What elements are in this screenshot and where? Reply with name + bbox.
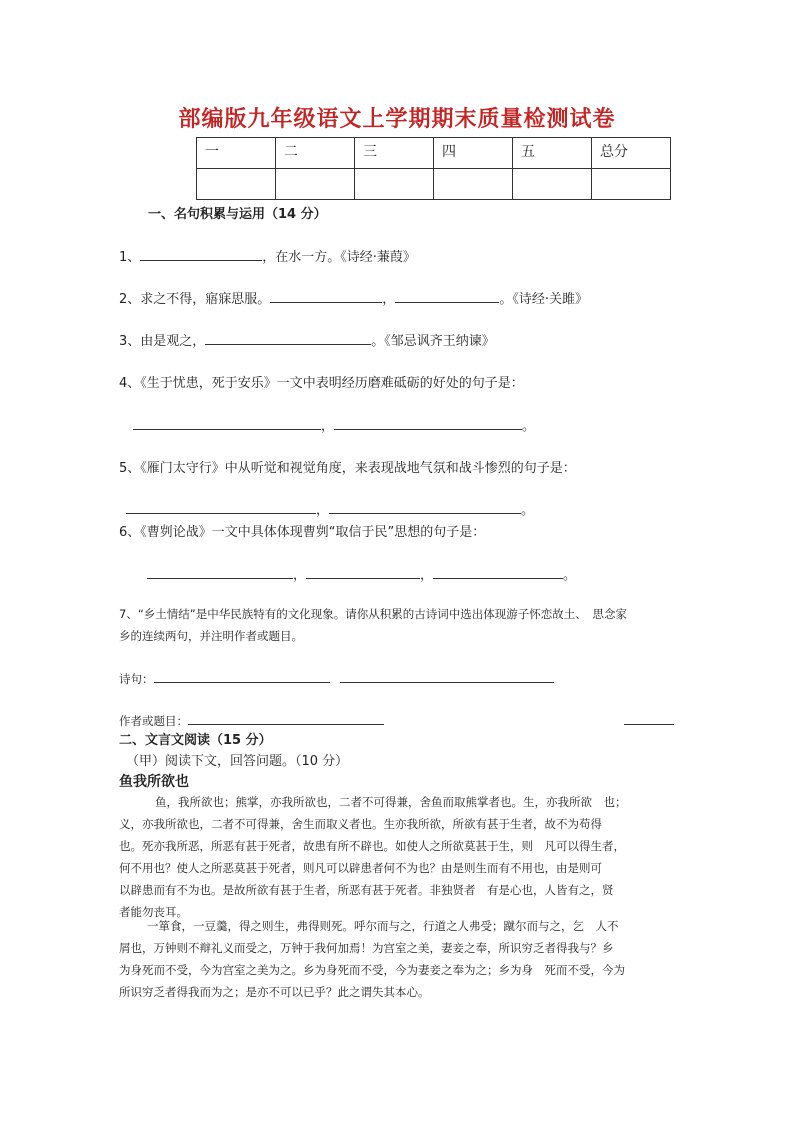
section2-heading: 二、文言文阅读（15 分） xyxy=(119,733,272,748)
passage-line: 鱼，我所欲也；熊掌，亦我所欲也，二者不可得兼，舍鱼而取熊掌者也。生，亦我所欲 也； xyxy=(155,795,627,809)
separator: ， xyxy=(420,568,434,583)
passage-line: 义，亦我所欲也，二者不可得兼，舍生而取义者也。生亦我所欲，所欲有甚于生者，故不为苟得 xyxy=(119,817,602,831)
passage-line: 一箪食，一豆羹，得之则生，弗得则死。呼尔而与之，行道之人弗受；蹴尔而与之，乞 人不 xyxy=(147,919,619,933)
answer-blank[interactable] xyxy=(334,415,522,430)
score-cell[interactable] xyxy=(513,169,592,200)
question-text: 《雁门太守行》中从听觉和视觉角度，来表现战地气氛和战斗惨烈的句子是： xyxy=(140,461,576,476)
answer-blank[interactable] xyxy=(340,668,554,683)
end-mark: 。 xyxy=(522,419,536,434)
question-2 xyxy=(119,288,588,307)
page-title: 部编版九年级语文上学期期末质量检测试卷 xyxy=(178,107,616,132)
author-label: 作者或题目： xyxy=(119,714,188,728)
answer-blank[interactable] xyxy=(306,564,420,579)
answer-blank[interactable] xyxy=(147,564,293,579)
question-number: 2、 xyxy=(119,292,141,307)
question-text: ，在水一方。《诗经·蒹葭》 xyxy=(262,250,416,265)
question-7-line-1: 7、“乡土情结”是中华民族特有的文化现象。请你从积累的古诗词中选出体现游子怀恋故土、 思念家 xyxy=(119,607,627,621)
separator: ， xyxy=(293,568,307,583)
separator: ， xyxy=(382,292,396,307)
part-a-instruction: （甲）阅读下文，回答问题。（10 分） xyxy=(126,754,349,769)
answer-blank[interactable] xyxy=(624,710,674,725)
answer-blank[interactable] xyxy=(140,246,262,261)
end-mark: 。 xyxy=(521,503,535,518)
score-table-blank-row xyxy=(197,169,671,200)
answer-blank[interactable] xyxy=(395,288,499,303)
question-number: 3、 xyxy=(119,334,141,349)
poem-label: 诗句： xyxy=(119,672,154,686)
question-text: 求之不得，寤寐思服。 xyxy=(140,292,271,307)
passage-line: 何不用也？使人之所恶莫甚于死者，则凡可以辟患者何不为也？由是则生而有不用也，由是则可 xyxy=(119,861,602,875)
end-mark: 。 xyxy=(563,568,577,583)
question-3 xyxy=(119,330,495,349)
score-table xyxy=(196,137,671,200)
score-cell[interactable] xyxy=(197,169,276,200)
question-text: 《曹刿论战》一文中具体体现曹刿“取信于民”思想的句子是： xyxy=(140,525,486,540)
question-6-answer xyxy=(147,564,576,583)
answer-blank[interactable] xyxy=(126,499,316,514)
passage-line: 者能勿丧耳。 xyxy=(119,905,188,919)
question-text: 。《诗经·关雎》 xyxy=(499,292,588,307)
question-text: 《生于忧患，死于安乐》一文中表明经历磨难砥砺的好处的句子是： xyxy=(140,376,524,391)
passage-line: 为身死而不受，今为宫室之美为之。乡为身死而不受，今为妻妾之奉为之；乡为身 死而不受，今为 xyxy=(119,963,625,977)
passage-line: 也。死亦我所恶，所恶有甚于死者，故患有所不辟也。如使人之所欲莫甚于生，则 凡可以得生者， xyxy=(119,839,625,853)
passage-paragraph-2 xyxy=(119,915,679,1003)
passage-paragraph-1 xyxy=(119,791,679,923)
author-answer-row xyxy=(119,710,384,729)
passage-title: 鱼我所欲也 xyxy=(119,774,189,790)
score-cell[interactable] xyxy=(434,169,513,200)
separator: ， xyxy=(316,503,330,518)
score-cell[interactable] xyxy=(592,169,671,200)
question-7-line-2: 乡的连续两句，并注明作者或题目。 xyxy=(119,629,303,643)
question-5 xyxy=(119,457,576,476)
question-4-answer xyxy=(133,415,535,434)
answer-blank[interactable] xyxy=(329,499,521,514)
poem-answer-row xyxy=(119,668,554,687)
question-text: 。《邹忌讽齐王纳谏》 xyxy=(371,334,495,349)
score-col-total: 总分 xyxy=(592,138,671,169)
answer-blank[interactable] xyxy=(270,288,382,303)
score-table-header-row xyxy=(197,138,671,169)
answer-blank[interactable] xyxy=(154,668,330,683)
question-number: 6、 xyxy=(119,525,141,540)
answer-blank[interactable] xyxy=(205,330,371,345)
separator: ， xyxy=(321,419,335,434)
passage-line: 以辟患而有不为也。是故所欲有甚于生者，所恶有甚于死者。非独贤者 有是心也，人皆有之，贤 xyxy=(119,883,614,897)
author-answer-tail xyxy=(624,710,674,729)
question-5-answer xyxy=(126,499,534,518)
answer-blank[interactable] xyxy=(433,564,563,579)
question-text: 由是观之， xyxy=(140,334,206,349)
score-col-2: 二 xyxy=(276,138,355,169)
question-number: 5、 xyxy=(119,461,141,476)
answer-blank[interactable] xyxy=(133,415,321,430)
passage-line: 屑也，万钟则不辩礼义而受之，万钟于我何加焉！为宫室之美，妻妾之奉，所识穷乏者得我与？乡 xyxy=(119,941,614,955)
question-1 xyxy=(119,246,416,265)
question-4 xyxy=(119,372,524,391)
score-col-5: 五 xyxy=(513,138,592,169)
section1-heading: 一、名句积累与运用（14 分） xyxy=(148,207,327,222)
score-col-3: 三 xyxy=(355,138,434,169)
score-cell[interactable] xyxy=(355,169,434,200)
question-6 xyxy=(119,521,485,540)
answer-blank[interactable] xyxy=(188,710,384,725)
score-col-4: 四 xyxy=(434,138,513,169)
score-col-1: 一 xyxy=(197,138,276,169)
score-cell[interactable] xyxy=(276,169,355,200)
question-number: 1、 xyxy=(119,250,141,265)
passage-line: 所识穷乏者得我而为之；是亦不可以已乎？此之谓失其本心。 xyxy=(119,985,430,999)
question-number: 4、 xyxy=(119,376,141,391)
